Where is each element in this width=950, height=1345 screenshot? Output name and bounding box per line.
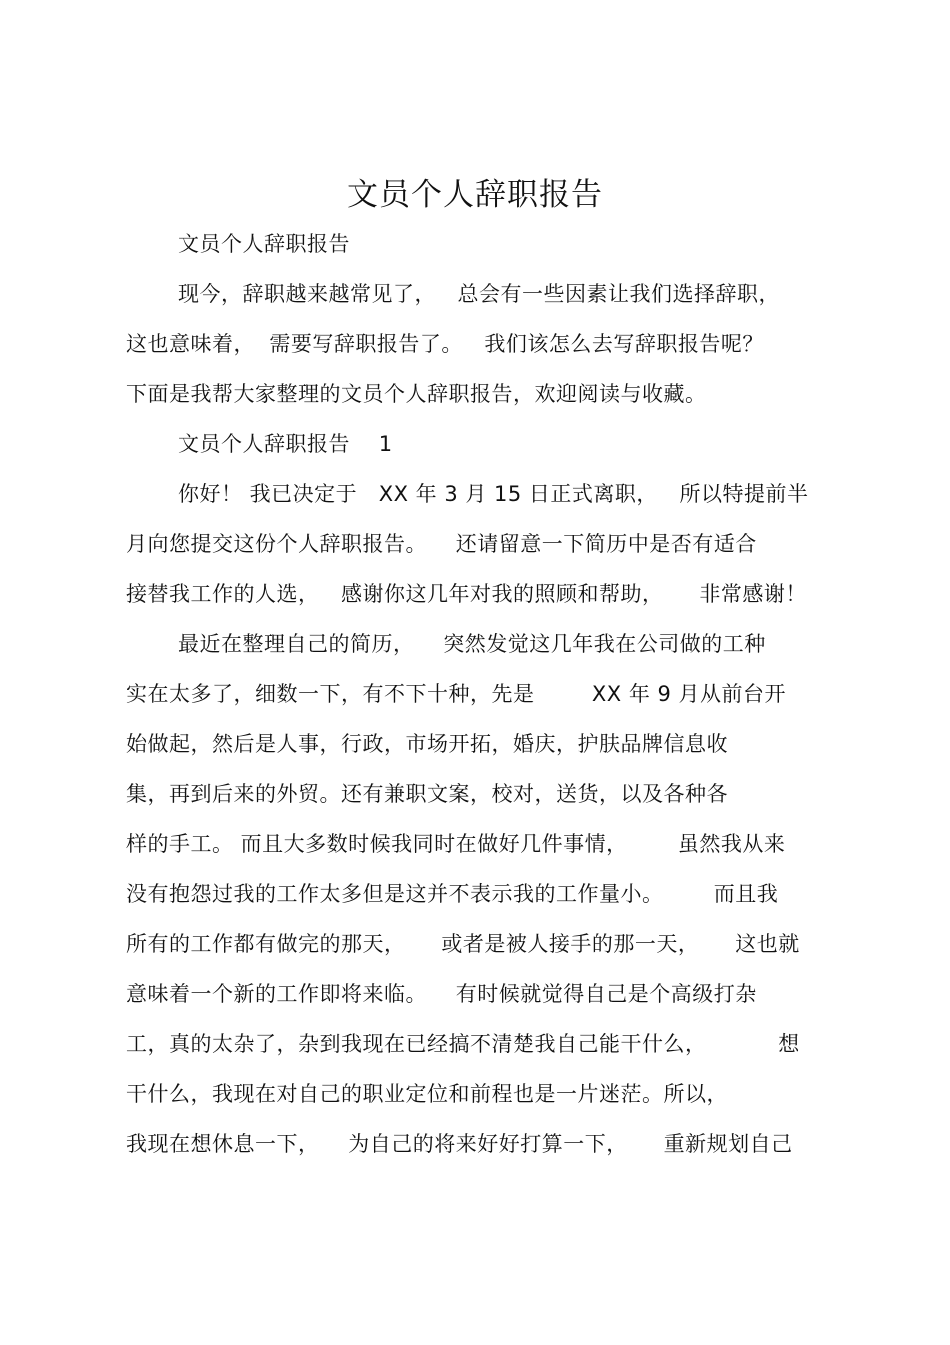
paragraph-line: 最近在整理自己的简历， 突然发觉这几年我在公司做的工种 (178, 632, 766, 656)
paragraph-line: 这也意味着， 需要写辞职报告了。 我们该怎么去写辞职报告呢？ (126, 332, 764, 356)
paragraph-line: 干什么，我现在对自己的职业定位和前程也是一片迷茫。所以， (126, 1082, 728, 1106)
paragraph-line: 接替我工作的人选， 感谢你这几年对我的照顾和帮助， 非常感谢！ (126, 582, 807, 606)
paragraph-line: 实在太多了，细数一下，有不下十种，先是 XX 年 9 月从前台开 (126, 682, 787, 706)
paragraph-line: 始做起，然后是人事，行政，市场开拓，婚庆，护肤品牌信息收 (126, 732, 728, 756)
paragraph-line: 意味着一个新的工作即将来临。 有时候就觉得自己是个高级打杂 (126, 982, 757, 1006)
paragraph-line: 集，再到后来的外贸。还有兼职文案，校对，送货，以及各种各 (126, 782, 728, 806)
paragraph-line: 下面是我帮大家整理的文员个人辞职报告，欢迎阅读与收藏。 (126, 382, 707, 406)
paragraph-line: 月向您提交这份个人辞职报告。 还请留意一下简历中是否有适合 (126, 532, 757, 556)
paragraph-line: 没有抱怨过我的工作太多但是这并不表示我的工作量小。 而且我 (126, 882, 779, 906)
document-title: 文员个人辞职报告 (347, 177, 603, 213)
paragraph-line: 我现在想休息一下， 为自己的将来好好打算一下， 重新规划自己 (126, 1132, 793, 1156)
subtitle-line: 文员个人辞职报告 (178, 232, 350, 256)
section-heading: 文员个人辞职报告 1 (178, 432, 393, 456)
paragraph-line: 所有的工作都有做完的那天， 或者是被人接手的那一天， 这也就 (126, 932, 800, 956)
paragraph-line: 你好！ 我已决定于 XX 年 3 月 15 日正式离职， 所以特提前半 (178, 482, 809, 506)
paragraph-line: 样的手工。 而且大多数时候我同时在做好几件事情， 虽然我从来 (126, 832, 786, 856)
paragraph-line: 现今，辞职越来越常见了， 总会有一些因素让我们选择辞职， (178, 282, 781, 306)
paragraph-line: 工，真的太杂了，杂到我现在已经搞不清楚我自己能干什么， 想 (126, 1032, 800, 1056)
